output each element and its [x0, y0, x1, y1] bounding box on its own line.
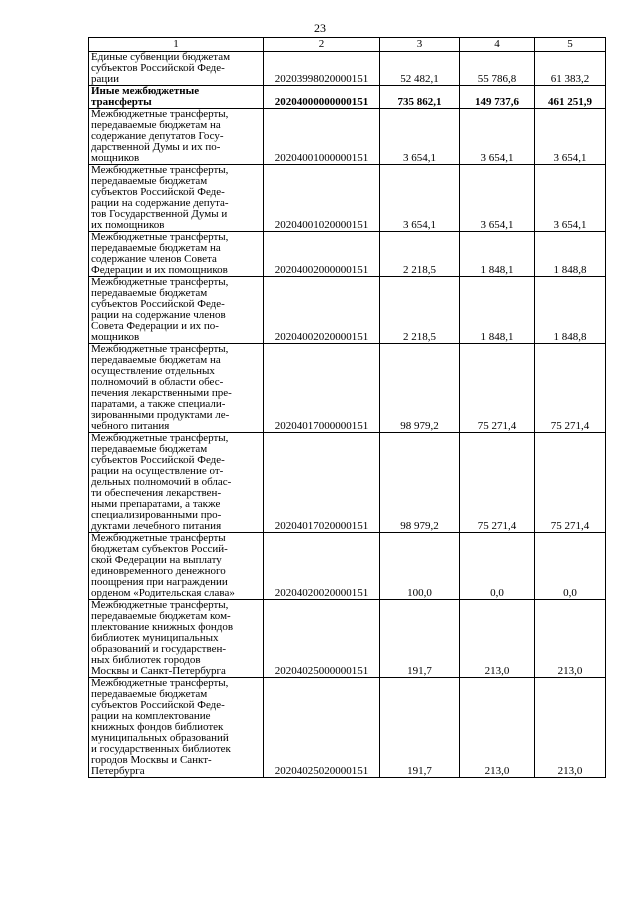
row-name-line: Единые субвенции бюджетам	[91, 51, 231, 63]
row-name-line: Межбюджетные трансферты,	[91, 276, 229, 288]
row-name-line: передаваемые бюджетам ком-	[91, 610, 231, 622]
header-cell: 5	[535, 38, 606, 52]
row-name-line: ных библиотек городов	[91, 654, 201, 666]
row-name-line: Иные межбюджетные	[91, 85, 200, 97]
row-name-line: содержание членов Совета	[91, 253, 217, 265]
row-value-col5: 1 848,8	[535, 277, 606, 344]
row-name-line: ными препаратами, а также	[91, 498, 221, 510]
table-row	[89, 277, 606, 344]
row-value-col3: 2 218,5	[380, 277, 460, 344]
row-name-line: печения лекарственными пре-	[91, 387, 232, 399]
row-name-line: Петербурга	[91, 765, 145, 777]
row-value-col3: 52 482,1	[380, 52, 460, 86]
row-name-line: их помощников	[91, 219, 165, 231]
row-value-col3: 3 654,1	[380, 109, 460, 165]
row-value-col4: 213,0	[460, 678, 535, 778]
row-name-line: бюджетам субъектов Россий-	[91, 543, 228, 555]
row-name-cell	[89, 344, 264, 433]
row-name-line: передаваемые бюджетам на	[91, 354, 221, 366]
row-value-col4: 1 848,1	[460, 277, 535, 344]
table-row	[89, 678, 606, 778]
budget-table	[88, 37, 606, 778]
row-value-col3: 735 862,1	[380, 86, 460, 109]
row-value-col5: 75 271,4	[535, 344, 606, 433]
row-name-line: специализированными про-	[91, 509, 222, 521]
row-name-line: содержание депутатов Госу-	[91, 130, 224, 142]
row-code-cell: 20204025020000151	[264, 678, 380, 778]
row-name-cell	[89, 678, 264, 778]
row-name-line: библиотек муниципальных	[91, 632, 219, 644]
page-number: 23	[314, 21, 326, 35]
row-value-col3: 100,0	[380, 533, 460, 600]
row-name-line: субъектов Российской Феде-	[91, 454, 225, 466]
row-value-col5: 75 271,4	[535, 433, 606, 533]
table-row	[89, 433, 606, 533]
row-name-line: рации на комплектование	[91, 710, 211, 722]
row-name-line: Москвы и Санкт-Петербурга	[91, 665, 226, 677]
row-name-line: трансферты	[91, 96, 152, 108]
row-name-line: осуществление отдельных	[91, 365, 215, 377]
row-name-line: субъектов Российской Феде-	[91, 298, 225, 310]
row-name-line: рации на содержание депута-	[91, 197, 229, 209]
row-name-line: полномочий в области обес-	[91, 376, 224, 388]
row-value-col4: 3 654,1	[460, 165, 535, 232]
row-name-line: передаваемые бюджетам	[91, 287, 208, 299]
row-value-col5: 0,0	[535, 533, 606, 600]
row-name-line: передаваемые бюджетам на	[91, 119, 221, 131]
row-name-line: поощрения при награждении	[91, 576, 228, 588]
row-name-line: Межбюджетные трансферты,	[91, 677, 229, 689]
row-name-line: субъектов Российской Феде-	[91, 699, 225, 711]
row-name-line: Межбюджетные трансферты,	[91, 343, 229, 355]
row-name-line: городов Москвы и Санкт-	[91, 754, 212, 766]
row-name-line: муниципальных образований	[91, 732, 229, 744]
row-name-line: Совета Федерации и их по-	[91, 320, 219, 332]
row-value-col4: 75 271,4	[460, 344, 535, 433]
row-name-line: Межбюджетные трансферты,	[91, 164, 229, 176]
row-name-cell	[89, 600, 264, 678]
row-value-col5: 213,0	[535, 678, 606, 778]
row-name-line: дуктами лечебного питания	[91, 520, 222, 532]
row-name-cell	[89, 277, 264, 344]
row-value-col5: 3 654,1	[535, 165, 606, 232]
row-value-col4: 75 271,4	[460, 433, 535, 533]
row-name-line: передаваемые бюджетам	[91, 443, 208, 455]
header-row	[89, 38, 606, 52]
row-name-cell	[89, 109, 264, 165]
row-name-line: субъектов Российской Феде-	[91, 186, 225, 198]
row-value-col3: 191,7	[380, 600, 460, 678]
row-value-col4: 0,0	[460, 533, 535, 600]
row-name-line: и государственных библиотек	[91, 743, 231, 755]
row-name-cell	[89, 533, 264, 600]
row-name-line: передаваемые бюджетам	[91, 175, 208, 187]
row-name-line: Межбюджетные трансферты	[91, 532, 226, 544]
row-name-line: рации на осуществление от-	[91, 465, 224, 477]
row-value-col4: 213,0	[460, 600, 535, 678]
row-value-col3: 2 218,5	[380, 232, 460, 277]
table-row	[89, 109, 606, 165]
row-name-line: ти обеспечения лекарствен-	[91, 487, 222, 499]
row-name-line: Федерации и их помощников	[91, 264, 228, 276]
header-cell: 1	[89, 38, 264, 52]
row-name-line: Межбюджетные трансферты,	[91, 599, 229, 611]
row-value-col5: 61 383,2	[535, 52, 606, 86]
table-row	[89, 600, 606, 678]
row-code-cell: 20204017000000151	[264, 344, 380, 433]
row-code-cell: 20203998020000151	[264, 52, 380, 86]
row-name-line: дельных полномочий в облас-	[91, 476, 232, 488]
table-row	[89, 86, 606, 109]
table-body	[89, 52, 606, 778]
row-value-col4: 55 786,8	[460, 52, 535, 86]
row-name-line: передаваемые бюджетам	[91, 688, 208, 700]
row-name-line: орденом «Родительская слава»	[91, 587, 235, 599]
row-name-line: ской Федерации на выплату	[91, 554, 222, 566]
row-name-line: образований и государствен-	[91, 643, 227, 655]
row-value-col4: 1 848,1	[460, 232, 535, 277]
row-name-cell	[89, 86, 264, 109]
row-name-line: Межбюджетные трансферты,	[91, 432, 229, 444]
header-cell: 4	[460, 38, 535, 52]
row-value-col3: 98 979,2	[380, 433, 460, 533]
row-name-line: паратами, а также специали-	[91, 398, 226, 410]
row-value-col5: 213,0	[535, 600, 606, 678]
row-code-cell: 20204001020000151	[264, 165, 380, 232]
row-name-line: единовременного денежного	[91, 565, 226, 577]
row-value-col5: 1 848,8	[535, 232, 606, 277]
row-value-col5: 461 251,9	[535, 86, 606, 109]
table-row	[89, 165, 606, 232]
row-name-line: книжных фондов библиотек	[91, 721, 224, 733]
row-name-line: мощников	[91, 152, 140, 164]
row-value-col4: 149 737,6	[460, 86, 535, 109]
row-name-line: зированными продуктами ле-	[91, 409, 230, 421]
table-row	[89, 52, 606, 86]
row-name-line: плектование книжных фондов	[91, 621, 234, 633]
row-name-line: чебного питания	[91, 420, 170, 432]
header-cell: 2	[264, 38, 380, 52]
row-value-col3: 98 979,2	[380, 344, 460, 433]
row-value-col3: 3 654,1	[380, 165, 460, 232]
row-name-cell	[89, 232, 264, 277]
header-cell: 3	[380, 38, 460, 52]
row-code-cell: 20204017020000151	[264, 433, 380, 533]
row-name-line: субъектов Российской Феде-	[91, 62, 225, 74]
row-name-line: Межбюджетные трансферты,	[91, 231, 229, 243]
table-row	[89, 344, 606, 433]
table-row	[89, 533, 606, 600]
row-value-col5: 3 654,1	[535, 109, 606, 165]
row-name-line: рации	[91, 73, 120, 85]
row-name-line: передаваемые бюджетам на	[91, 242, 221, 254]
row-name-line: тов Государственной Думы и	[91, 208, 228, 220]
row-code-cell: 20204020020000151	[264, 533, 380, 600]
row-code-cell: 20204000000000151	[264, 86, 380, 109]
row-code-cell: 20204025000000151	[264, 600, 380, 678]
row-code-cell: 20204002020000151	[264, 277, 380, 344]
row-name-line: рации на содержание членов	[91, 309, 226, 321]
row-value-col4: 3 654,1	[460, 109, 535, 165]
row-name-cell	[89, 52, 264, 86]
row-value-col3: 191,7	[380, 678, 460, 778]
row-code-cell: 20204002000000151	[264, 232, 380, 277]
row-name-line: Межбюджетные трансферты,	[91, 108, 229, 120]
row-code-cell: 20204001000000151	[264, 109, 380, 165]
row-name-line: мощников	[91, 331, 140, 343]
row-name-cell	[89, 433, 264, 533]
table-row	[89, 232, 606, 277]
row-name-line: дарственной Думы и их по-	[91, 141, 221, 153]
row-name-cell	[89, 165, 264, 232]
